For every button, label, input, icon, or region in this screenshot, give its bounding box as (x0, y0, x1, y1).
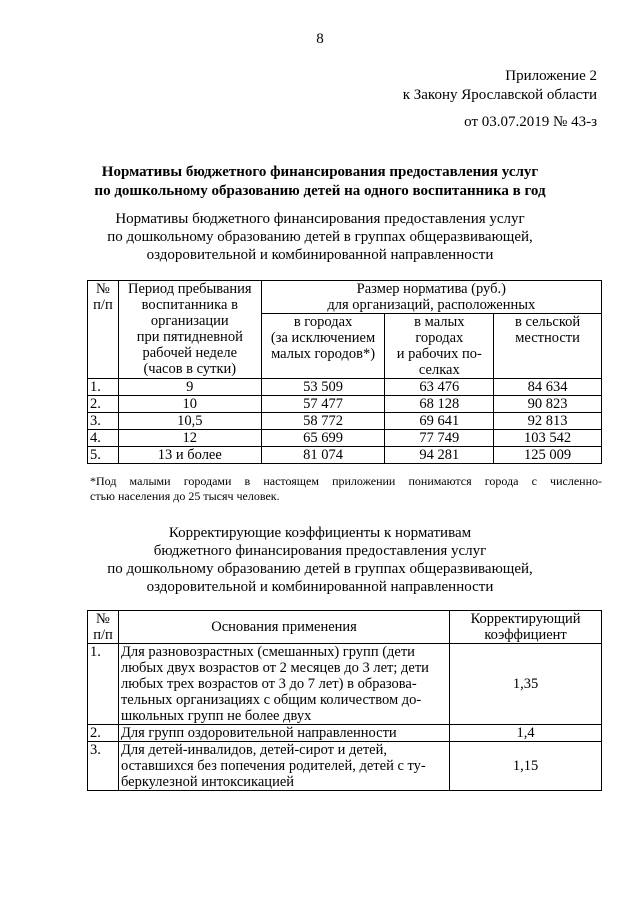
row-rural: 125 009 (494, 447, 602, 464)
table2-title-line4: оздоровительной и комбинированной направленности (146, 579, 494, 595)
row-coefficient: 1,15 (450, 742, 602, 791)
row-cities: 58 772 (261, 413, 385, 430)
row-period: 10,5 (118, 413, 261, 430)
basis-line: Для групп оздоровительной направленности (120, 725, 397, 741)
basis-line: Для детей-инвалидов, детей-сирот и детей, (120, 742, 388, 758)
header-size-line: для организаций, расположенных (327, 297, 536, 313)
table-row (88, 413, 602, 430)
table1-title-line3: оздоровительной и комбинированной направленности (146, 247, 494, 263)
row-rural: 84 634 (494, 379, 602, 396)
header-basis: Основания применения (118, 611, 449, 644)
appendix-label: Приложение 2 (505, 68, 597, 84)
header-rural-line: в сельской (515, 314, 581, 330)
header-period-line: при пятидневной (136, 329, 243, 345)
row-coefficient: 1,4 (450, 725, 602, 742)
row-num: 2. (88, 396, 119, 413)
row-period: 9 (118, 379, 261, 396)
header-coefficient (450, 611, 602, 644)
table-row (88, 430, 602, 447)
page-number: 8 (316, 31, 324, 47)
header-small-line: селках (418, 362, 460, 378)
row-basis (118, 742, 449, 791)
header-period-line: воспитанника в (141, 297, 238, 313)
table1-title-line2: по дошкольному образованию детей в группах общеразвивающей, (107, 229, 533, 245)
header-cities-line: малых городов*) (271, 346, 376, 362)
row-period: 12 (118, 430, 261, 447)
header-num-line: № (96, 611, 110, 627)
main-title-line1: Нормативы бюджетного финансирования предоставления услуг (101, 164, 539, 180)
basis-line: любых двух возрастов от 2 месяцев до 3 лет; дети (120, 660, 429, 676)
table-row (88, 379, 602, 396)
header-period (118, 281, 261, 379)
row-period: 13 и более (118, 447, 261, 464)
row-period: 10 (118, 396, 261, 413)
footnote (90, 474, 602, 504)
row-small: 77 749 (385, 430, 494, 447)
table2-title-line3: по дошкольному образованию детей в группах общеразвивающей, (107, 561, 533, 577)
header-coef-line: коэффициент (484, 627, 567, 643)
row-small: 68 128 (385, 396, 494, 413)
row-rural: 92 813 (494, 413, 602, 430)
row-cities: 53 509 (261, 379, 385, 396)
header-small-towns (385, 314, 494, 379)
row-num: 4. (88, 430, 119, 447)
header-cities (261, 314, 385, 379)
table1-header-row-1 (88, 281, 602, 314)
header-cities-line: (за исключением (270, 330, 376, 346)
appendix-law: к Закону Ярославской области (402, 87, 597, 103)
row-num: 2. (88, 725, 119, 742)
header-num-line: № (96, 281, 110, 297)
header-small-line: и рабочих по- (396, 346, 482, 362)
table-row (88, 396, 602, 413)
row-num: 5. (88, 447, 119, 464)
table2-title-line2: бюджетного финансирования предоставления услуг (153, 543, 487, 559)
row-num: 3. (88, 413, 119, 430)
table2-title-line1: Корректирующие коэффициенты к нормативам (168, 525, 472, 541)
header-size (261, 281, 601, 314)
row-small: 94 281 (385, 447, 494, 464)
header-num (88, 281, 119, 379)
row-cities: 81 074 (261, 447, 385, 464)
row-cities: 65 699 (261, 430, 385, 447)
normatives-table (87, 280, 602, 464)
header-rural (494, 314, 602, 379)
row-rural: 103 542 (494, 430, 602, 447)
appendix-date: от 03.07.2019 № 43-з (464, 114, 597, 130)
basis-line: Для разновозрастных (смешанных) групп (дети (120, 644, 415, 660)
coefficients-table (87, 610, 602, 791)
basis-line: тельных организациях с общим количеством до- (120, 692, 422, 708)
row-small: 63 476 (385, 379, 494, 396)
header-period-line: (часов в сутки) (143, 361, 237, 377)
header-num-line: п/п (93, 297, 113, 313)
row-num: 1. (88, 644, 119, 725)
row-num: 1. (88, 379, 119, 396)
basis-line: школьных групп не более двух (120, 708, 312, 724)
header-size-line: Размер норматива (руб.) (356, 281, 506, 297)
header-coef-line: Корректирующий (470, 611, 581, 627)
table-row (88, 725, 602, 742)
footnote-line: *Под малыми городами в настоящем приложении понимаются города с численно- (90, 474, 602, 488)
table-row (88, 447, 602, 464)
row-basis (118, 644, 449, 725)
row-num: 3. (88, 742, 119, 791)
footnote-line: стью населения до 25 тысяч человек. (90, 489, 280, 503)
basis-line: любых трех возрастов от 3 до 7 лет) в образова- (120, 676, 417, 692)
header-rural-line: местности (515, 330, 580, 346)
table-row (88, 644, 602, 725)
table2-header-row (88, 611, 602, 644)
header-period-line: рабочей неделе (142, 345, 238, 361)
header-period-line: Период пребывания (127, 281, 252, 297)
table1-title-line1: Нормативы бюджетного финансирования предоставления услуг (115, 211, 525, 227)
header-num-line: п/п (93, 627, 113, 643)
row-coefficient: 1,35 (450, 644, 602, 725)
row-small: 69 641 (385, 413, 494, 430)
header-period-line: организации (150, 313, 229, 329)
row-rural: 90 823 (494, 396, 602, 413)
header-small-line: в малых (414, 314, 465, 330)
header-small-line: городах (415, 330, 464, 346)
header-cities-line: в городах (293, 314, 353, 330)
table-row (88, 742, 602, 791)
basis-line: оставшихся без попечения родителей, детей с ту- (120, 758, 426, 774)
main-title-line2: по дошкольному образованию детей на одного воспитанника в год (94, 183, 546, 199)
header-num (88, 611, 119, 644)
row-basis (118, 725, 449, 742)
basis-line: беркулезной интоксикацией (120, 774, 295, 790)
row-cities: 57 477 (261, 396, 385, 413)
